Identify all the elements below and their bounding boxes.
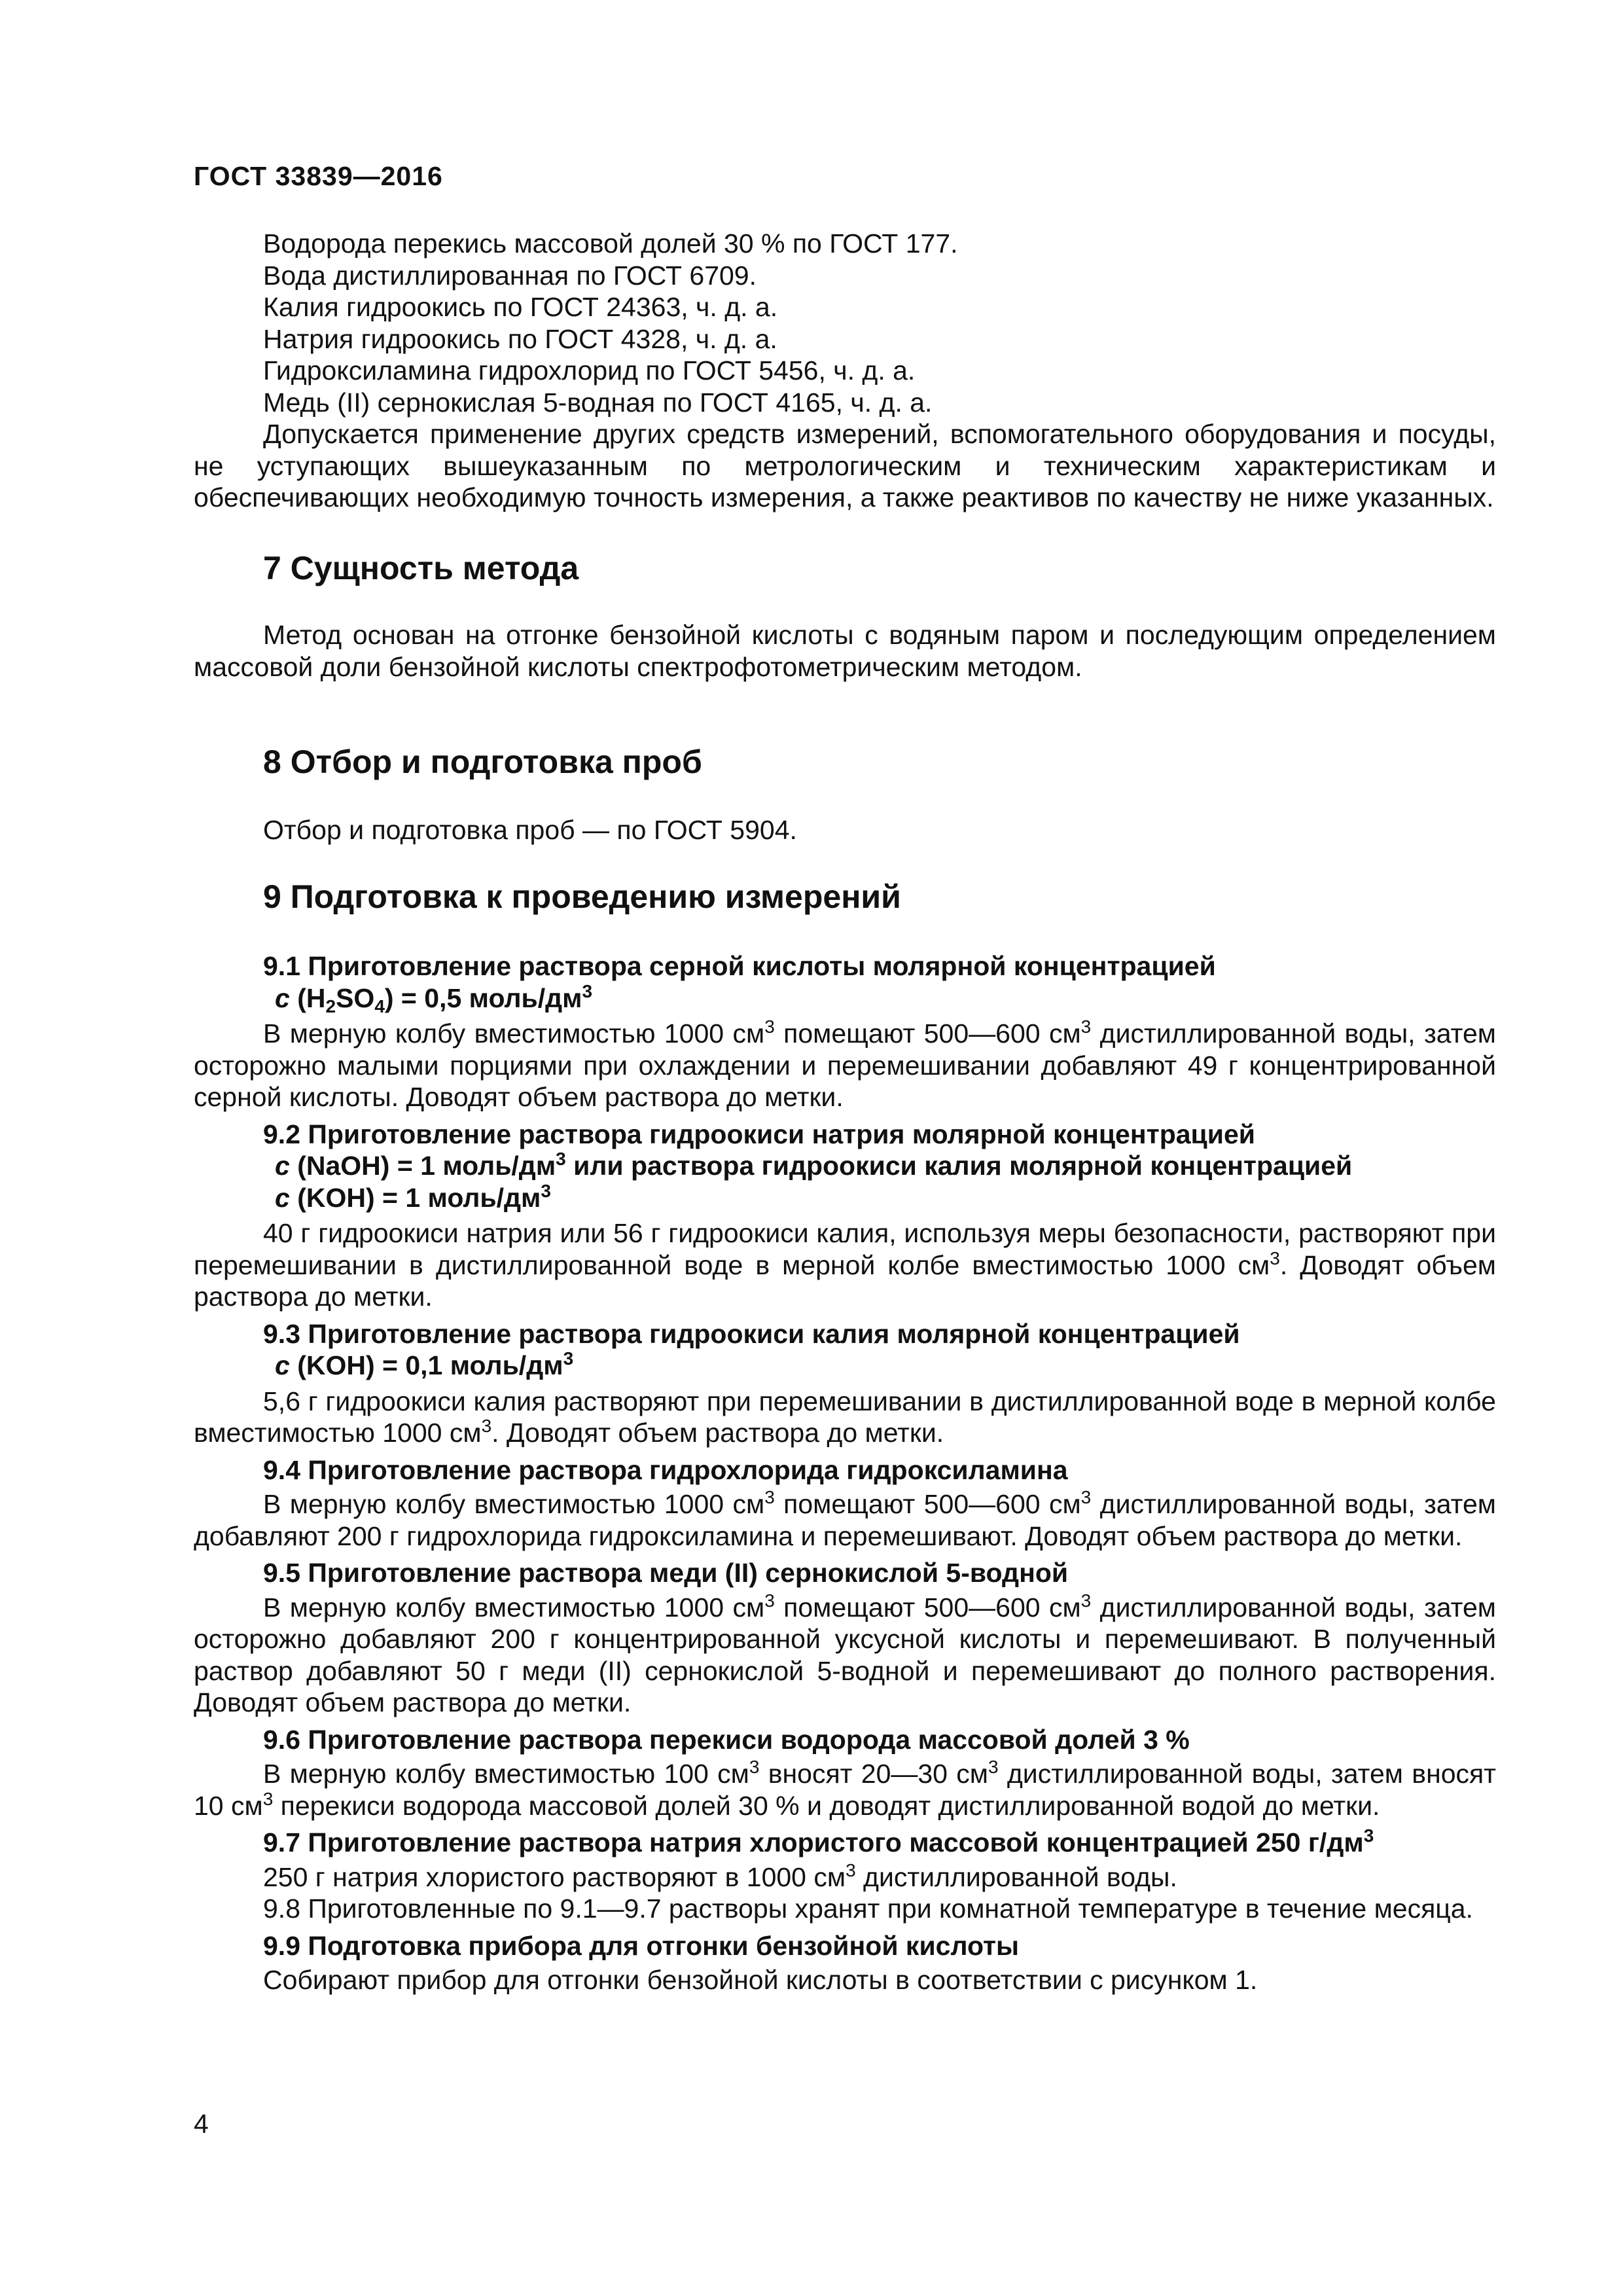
text-part: 250 г натрия хлористого растворяют в 1000 см bbox=[263, 1861, 846, 1892]
text-part: помещают 500—600 см bbox=[774, 1018, 1081, 1049]
subsection-text bbox=[194, 1592, 1496, 1719]
subsection-heading bbox=[263, 1827, 1496, 1859]
subsection-text bbox=[194, 1758, 1496, 1821]
text-part: дистиллированной воды, затем вносят 10 см bbox=[194, 1759, 1496, 1821]
section-8 bbox=[194, 742, 1496, 781]
formula-part: SO bbox=[336, 982, 375, 1013]
subsection-text bbox=[194, 1488, 1496, 1552]
section-9 bbox=[194, 877, 1496, 916]
superscript: 3 bbox=[749, 1757, 760, 1777]
subsection-formula bbox=[275, 1150, 1496, 1182]
superscript: 3 bbox=[764, 1590, 775, 1611]
superscript: 3 bbox=[764, 1016, 775, 1037]
section-heading: 7 Сущность метода bbox=[263, 550, 579, 586]
section-heading: 8 Отбор и подготовка проб bbox=[263, 744, 702, 780]
text-part: перекиси водорода массовой долей 30 % и доводят дистиллированной водой до метки. bbox=[273, 1790, 1380, 1821]
reagent-item: Гидроксиламина гидрохлорид по ГОСТ 5456, ч. д. а. bbox=[263, 355, 916, 386]
formula-part: или раствора гидроокиси калия молярной концентрацией bbox=[565, 1151, 1353, 1181]
section-7-body bbox=[194, 619, 1496, 683]
superscript: 3 bbox=[764, 1487, 775, 1507]
text-part: В мерную колбу вместимостью 1000 см bbox=[263, 1592, 765, 1623]
reagent-item: Медь (II) сернокислая 5-водная по ГОСТ 4165, ч. д. а. bbox=[263, 387, 933, 418]
formula-part: (H bbox=[297, 982, 326, 1013]
text-part: дистиллированной воды. bbox=[855, 1861, 1177, 1892]
subsection-text bbox=[194, 1861, 1496, 1893]
text-part: помещают 500—600 см bbox=[774, 1592, 1081, 1623]
formula-part: (KOH) = 1 моль/дм bbox=[297, 1182, 541, 1213]
formula-symbol: c bbox=[275, 982, 290, 1013]
text-part: дистиллированной воды, затем осторожно добавляют 200 г концентрированной уксусной кислоты и перемешивают. В полученный раствор добавляют 50 г меди (II) сернокислой 5-водной и перемешивают до полного растворения. Доводят объем раствора до метки. bbox=[194, 1592, 1496, 1717]
subsection-text: Собирают прибор для отгонки бензойной кислоты в соответствии с рисунком 1. bbox=[263, 1965, 1258, 1995]
text-part: . Доводят объем раствора до метки. bbox=[491, 1418, 944, 1448]
subsection-heading: 9.1 Приготовление раствора серной кислоты молярной концентрацией bbox=[263, 951, 1216, 981]
text-part: В мерную колбу вместимостью 100 см bbox=[263, 1759, 749, 1789]
reagent-item: Вода дистиллированная по ГОСТ 6709. bbox=[263, 260, 757, 291]
formula-symbol: c bbox=[275, 1350, 290, 1380]
superscript: 3 bbox=[1080, 1590, 1092, 1611]
section-7 bbox=[194, 548, 1496, 588]
superscript: 3 bbox=[563, 1348, 574, 1369]
formula-part: (KOH) = 0,1 моль/дм bbox=[297, 1350, 563, 1380]
superscript: 3 bbox=[541, 1180, 551, 1201]
superscript: 3 bbox=[1080, 1016, 1092, 1037]
superscript: 3 bbox=[1270, 1247, 1280, 1268]
formula-subscript: 4 bbox=[374, 996, 385, 1016]
superscript: 3 bbox=[481, 1416, 492, 1436]
section-text: Метод основан на отгонке бензойной кислоты с водяным паром и последующим определением массовой доли бензойной кислоты спектрофотометрическим методом. bbox=[194, 620, 1496, 682]
section-text: Отбор и подготовка проб — по ГОСТ 5904. bbox=[263, 815, 797, 845]
subsection-heading: 9.6 Приготовление раствора перекиси водорода массовой долей 3 % bbox=[263, 1724, 1190, 1755]
reagent-item: Водорода перекись массовой долей 30 % по ГОСТ 177. bbox=[263, 228, 958, 259]
text-part: В мерную колбу вместимостью 1000 см bbox=[263, 1489, 765, 1519]
text-part: дистиллированной воды, затем добавляют 200 г гидрохлорида гидроксиламина и перемешивают. Доводят объем раствора до метки. bbox=[194, 1489, 1496, 1551]
text-part: дистиллированной воды, затем осторожно малыми порциями при охлаждении и перемешивании добавляют 49 г концентрированной серной кислоты. Доводят объем раствора до метки. bbox=[194, 1018, 1496, 1112]
subsection-formula bbox=[275, 1350, 1496, 1382]
formula-part: ) = 0,5 моль/дм bbox=[384, 982, 582, 1013]
superscript: 3 bbox=[1080, 1487, 1092, 1507]
allowance-paragraph: Допускается применение других средств измерений, вспомогательного оборудования и посуды, не уступающих вышеуказанным по метрологическим и техническим характеристикам и обеспечивающих необходимую точность измерения, а также реактивов по качеству не ниже указанных. bbox=[194, 419, 1496, 512]
reagents-block bbox=[194, 228, 1496, 514]
subsection-heading: 9.4 Приготовление раствора гидрохлорида гидроксиламина bbox=[263, 1454, 1068, 1485]
heading-text: 9.7 Приготовление раствора натрия хлористого массовой концентрацией 250 г/дм bbox=[263, 1827, 1364, 1857]
subsection-text bbox=[194, 1217, 1496, 1313]
reagent-item: Калия гидроокись по ГОСТ 24363, ч. д. а. bbox=[263, 292, 778, 322]
superscript: 3 bbox=[262, 1788, 274, 1809]
superscript: 3 bbox=[988, 1757, 999, 1777]
reagent-item: Натрия гидроокись по ГОСТ 4328, ч. д. а. bbox=[263, 323, 777, 354]
formula-subscript: 2 bbox=[325, 996, 336, 1016]
text-part: 40 г гидроокиси натрия или 56 г гидроокиси калия, используя меры безопасности, растворяют при перемешивании в дистиллированной воде в мерной колбе вместимостью 1000 см bbox=[194, 1218, 1496, 1280]
text-part: . Доводят объем раствора до метки. bbox=[194, 1249, 1496, 1312]
subsection-heading: 9.5 Приготовление раствора меди (II) сернокислой 5-водной bbox=[263, 1558, 1069, 1588]
superscript: 3 bbox=[1363, 1825, 1374, 1846]
superscript: 3 bbox=[582, 980, 593, 1001]
subsection-formula bbox=[275, 982, 1496, 1014]
text-part: помещают 500—600 см bbox=[774, 1489, 1081, 1519]
section-9-body bbox=[194, 950, 1496, 1996]
subsection-text: 9.8 Приготовленные по 9.1—9.7 растворы хранят при комнатной температуре в течение месяца. bbox=[263, 1893, 1473, 1924]
page-number: 4 bbox=[194, 2109, 209, 2139]
subsection-formula bbox=[275, 1182, 1496, 1214]
subsection-text bbox=[194, 1018, 1496, 1113]
superscript: 3 bbox=[556, 1149, 566, 1169]
subsection-heading: 9.2 Приготовление раствора гидроокиси натрия молярной концентрацией bbox=[263, 1119, 1255, 1149]
text-part: В мерную колбу вместимостью 1000 см bbox=[263, 1018, 765, 1049]
superscript: 3 bbox=[846, 1859, 856, 1880]
formula-part: (NaOH) = 1 моль/дм bbox=[297, 1151, 556, 1181]
subsection-text bbox=[194, 1386, 1496, 1449]
section-8-body bbox=[194, 814, 1496, 846]
subsection-heading: 9.3 Приготовление раствора гидроокиси калия молярной концентрацией bbox=[263, 1318, 1240, 1349]
text-part: 5,6 г гидроокиси калия растворяют при перемешивании в дистиллированной воде в мерной колбе вместимостью 1000 см bbox=[194, 1386, 1496, 1448]
section-heading: 9 Подготовка к проведению измерений bbox=[263, 878, 901, 915]
formula-symbol: c bbox=[275, 1151, 290, 1181]
subsection-heading: 9.9 Подготовка прибора для отгонки бензойной кислоты bbox=[263, 1930, 1020, 1961]
formula-symbol: c bbox=[275, 1182, 290, 1213]
text-part: вносят 20—30 см bbox=[759, 1759, 988, 1789]
document-header: ГОСТ 33839—2016 bbox=[194, 161, 443, 191]
